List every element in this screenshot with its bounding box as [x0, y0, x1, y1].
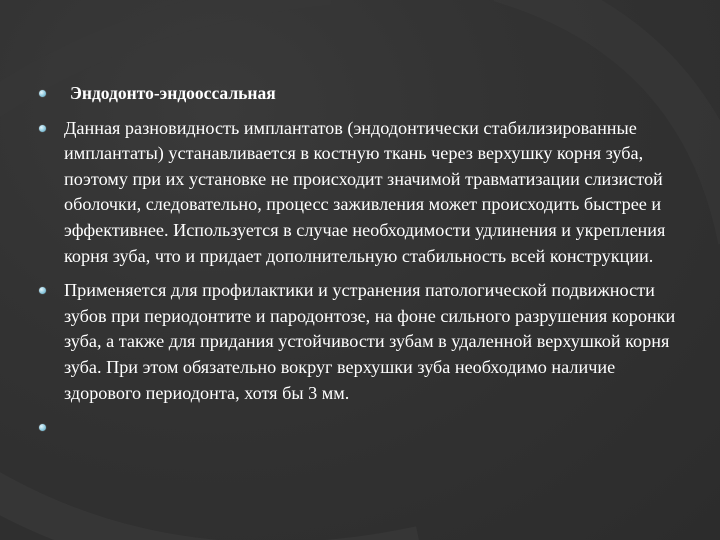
bullet-dot-icon	[39, 424, 46, 431]
description-text: Данная разновидность имплантатов (эндодонтически стабилизированные имплантаты) устанавливается в костную ткань через верхушку корня зуба, поэтому при их установке не происходит значимой травматизации слизистой оболочки, следовательно, процесс заживления может происходить быстрее и эффективнее. Используется в случае необходимости удлинения и укрепления корня зуба, что и придает дополнительную стабильность всей конструкции.	[64, 117, 666, 266]
bullet-dot-icon	[39, 125, 46, 132]
heading-text: Эндодонто-эндооссальная	[70, 83, 276, 103]
bullet-application	[36, 278, 686, 406]
bullet-dot-icon	[39, 287, 46, 294]
application-text: Применяется для профилактики и устранения патологической подвижности зубов при периодонтите и пародонтозе, на фоне сильного разрушения коронки зуба, а также для придания устойчивости зубам в удаленной верхушкой корня зуба. При этом обязательно вокруг верхушки зуба необходимо наличие здорового периодонта, хотя бы 3 мм.	[64, 280, 676, 403]
bullet-empty	[36, 415, 686, 441]
bullet-heading	[36, 81, 686, 107]
bullet-dot-icon	[39, 90, 46, 97]
slide-body	[36, 81, 686, 450]
bullet-description	[36, 116, 686, 270]
